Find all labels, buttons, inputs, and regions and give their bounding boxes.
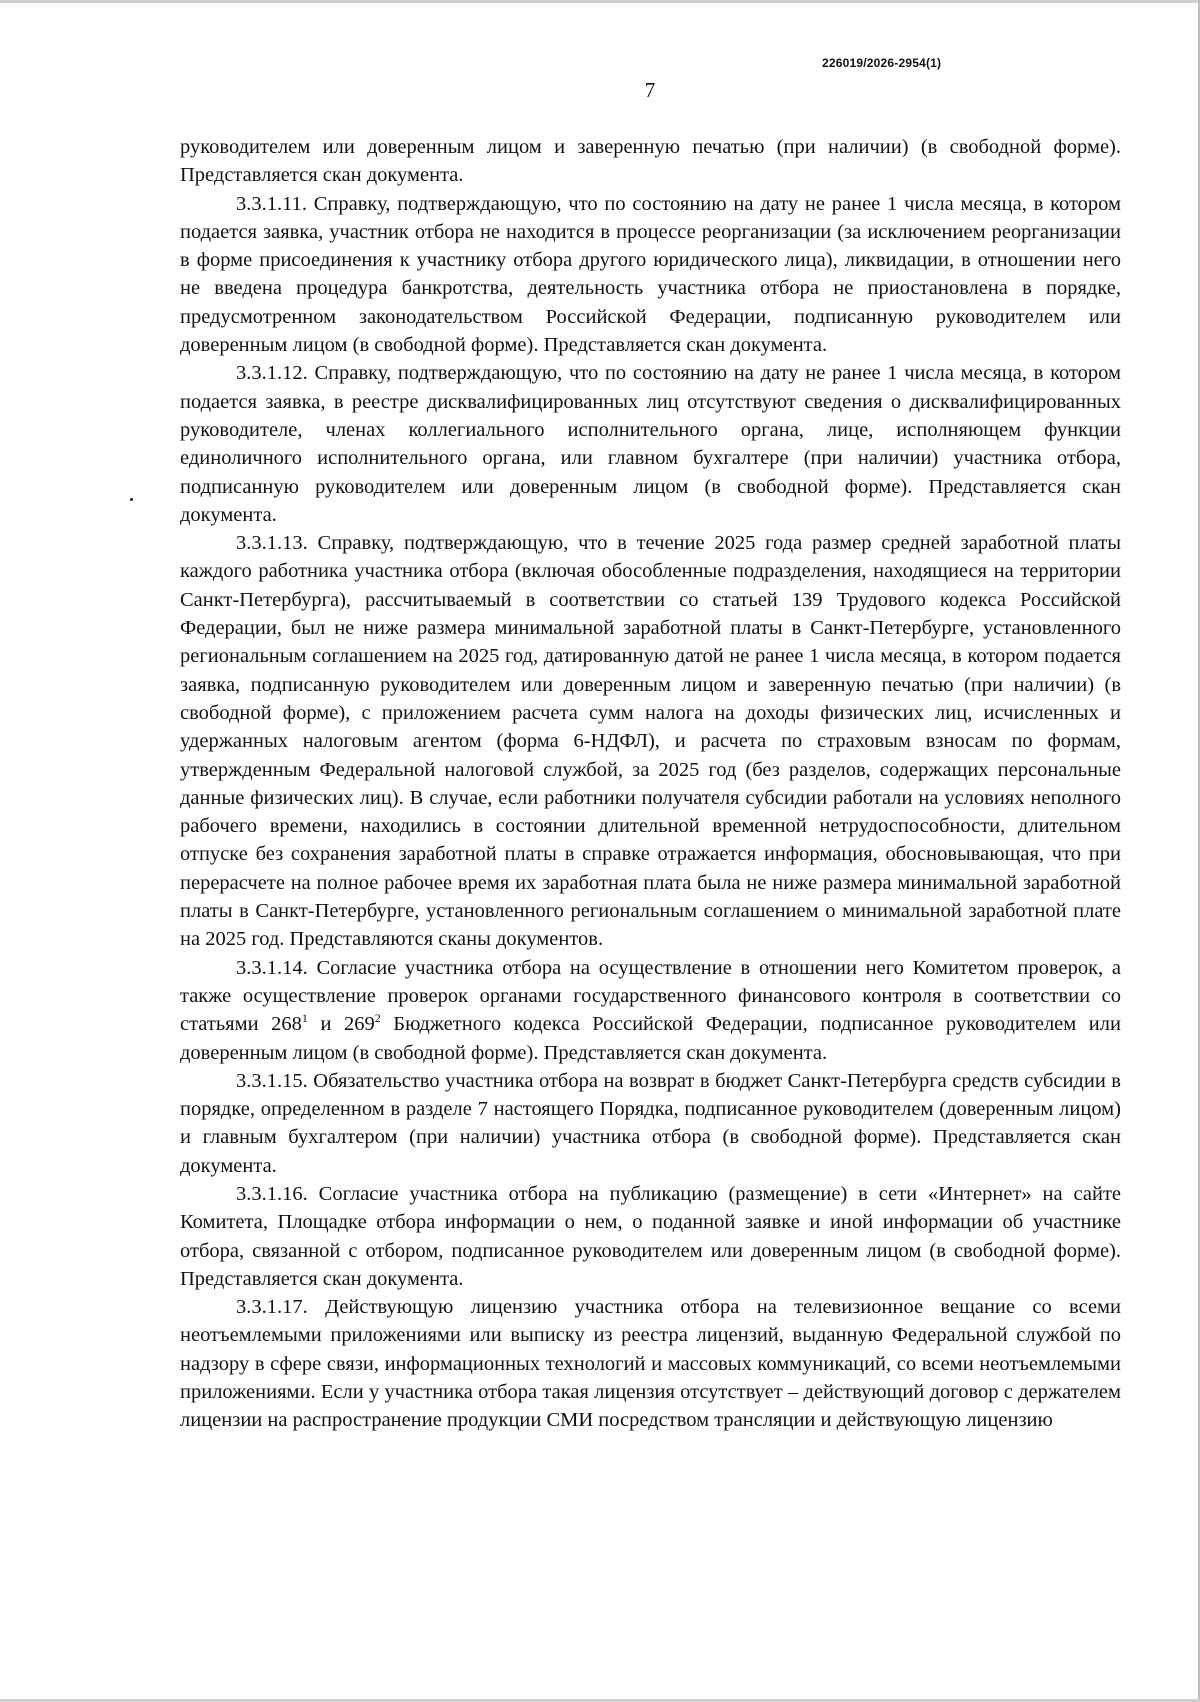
paragraph-text-part: 3.3.1.14. Согласие участника отбора на осуществление в отношении него Комитетом проверок, а также осуществление проверок органами государственного финансового контроля в соответствии со статьями 268 [180, 956, 1121, 1036]
scan-edge-top [0, 0, 1200, 3]
paragraph-3-3-1-17: 3.3.1.17. Действующую лицензию участника отбора на телевизионное вещание со всеми неотъемлемыми приложениями или выписку из реестра лицензий, выданную Федеральной службой по надзору в сфере связи, информационных технологий и массовых коммуникаций, со всеми неотъемлемыми приложениями. Если у участника отбора такая лицензия отсутствует – действующий договор с держателем лицензии на распространение продукции СМИ посредством трансляции и действующую лицензию [180, 1296, 1121, 1432]
paragraph-3-3-1-11: 3.3.1.11. Справку, подтверждающую, что по состоянию на дату не ранее 1 числа месяца, в котором подается заявка, участник отбора не находится в процессе реорганизации (за исключением реорганизации в форме присоединения к участнику отбора другого юридического лица), ликвидации, в отношении него не введена процедура банкротства, деятельность участника отбора не приостановлена в порядке, предусмотренном законодательством Российской Федерации, подписанную руководителем или доверенным лицом (в свободной форме). Представляется скан документа. [180, 192, 1121, 357]
page-number [0, 78, 1200, 103]
paragraph-3-3-1-13: 3.3.1.13. Справку, подтверждающую, что в течение 2025 года размер средней заработной платы каждого работника участника отбора (включая обособленные подразделения, находящиеся на территории Санкт-Петербурга), рассчитываемый в соответствии со статьей 139 Трудового кодекса Российской Федерации, был не ниже размера минимальной заработной платы в Санкт-Петербурге, установленного региональным соглашением на 2025 год, датированную датой не ранее 1 числа месяца, в котором подается заявка, подписанную руководителем или доверенным лицом и заверенную печатью (при наличии) (в свободной форме), с приложением расчета сумм налога на доходы физических лиц, исчисленных и удержанных налоговым агентом (форма 6-НДФЛ), и расчета по страховым взносам по формам, утвержденным Федеральной налоговой службой, за 2025 год (без разделов, содержащих персональные данные физических лиц). В случае, если работники получателя субсидии работали на условиях неполного рабочего времени, находились в состоянии длительной временной нетрудоспособности, длительном отпуске без сохранения заработной платы в справке отражается информация, обосновывающая, что при перерасчете на полное рабочее время их заработная плата была не ниже размера минимальной заработной платы в Санкт-Петербурге, установленного региональным соглашением о минимальной заработной плате на 2025 год. Представляются сканы документов. [180, 532, 1121, 951]
paragraph-continuation: руководителем или доверенным лицом и заверенную печатью (при наличии) (в свободной форме). Представляется скан документа. [180, 136, 1121, 187]
document-body [180, 133, 1121, 1435]
paragraph-3-3-1-16: 3.3.1.16. Согласие участника отбора на публикацию (размещение) в сети «Интернет» на сайте Комитета, Площадке отбора информации о нем, о поданной заявке и иной информации об участнике отбора, связанной с отбором, подписанное руководителем или доверенным лицом (в свободной форме). Представляется скан документа. [180, 1182, 1121, 1290]
footnote-superscript: 1 [301, 1011, 308, 1026]
paragraph-3-3-1-15: 3.3.1.15. Обязательство участника отбора на возврат в бюджет Санкт-Петербурга средств субсидии в порядке, определенном в разделе 7 настоящего Порядка, подписанное руководителем (доверенным лицом) и главным бухгалтером (при наличии) участника отбора (в свободной форме). Представляется скан документа. [180, 1069, 1121, 1177]
scan-artifact-dot [130, 498, 133, 501]
document-registration-number: 226019/2026-2954(1) [822, 56, 942, 70]
paragraph-3-3-1-14 [180, 954, 1121, 1067]
page-number-value: 7 [644, 78, 656, 102]
footnote-superscript: 2 [374, 1011, 381, 1026]
paragraph-text-part: Бюджетного кодекса Российской Федерации, подписанное руководителем или доверенным лицом (в свободной форме). Представляется скан документа. [180, 1013, 1121, 1064]
paragraph-3-3-1-12: 3.3.1.12. Справку, подтверждающую, что по состоянию на дату не ранее 1 числа месяца, в котором подается заявка, в реестре дисквалифицированных лиц отсутствуют сведения о дисквалифицированных руководителе, членах коллегиального исполнительного органа, лице, исполняющем функции единоличного исполнительного органа, или главном бухгалтере (при наличии) участника отбора, подписанную руководителем или доверенным лицом (в свободной форме). Представляется скан документа. [180, 362, 1121, 526]
paragraph-text-part: и 269 [307, 1013, 375, 1036]
